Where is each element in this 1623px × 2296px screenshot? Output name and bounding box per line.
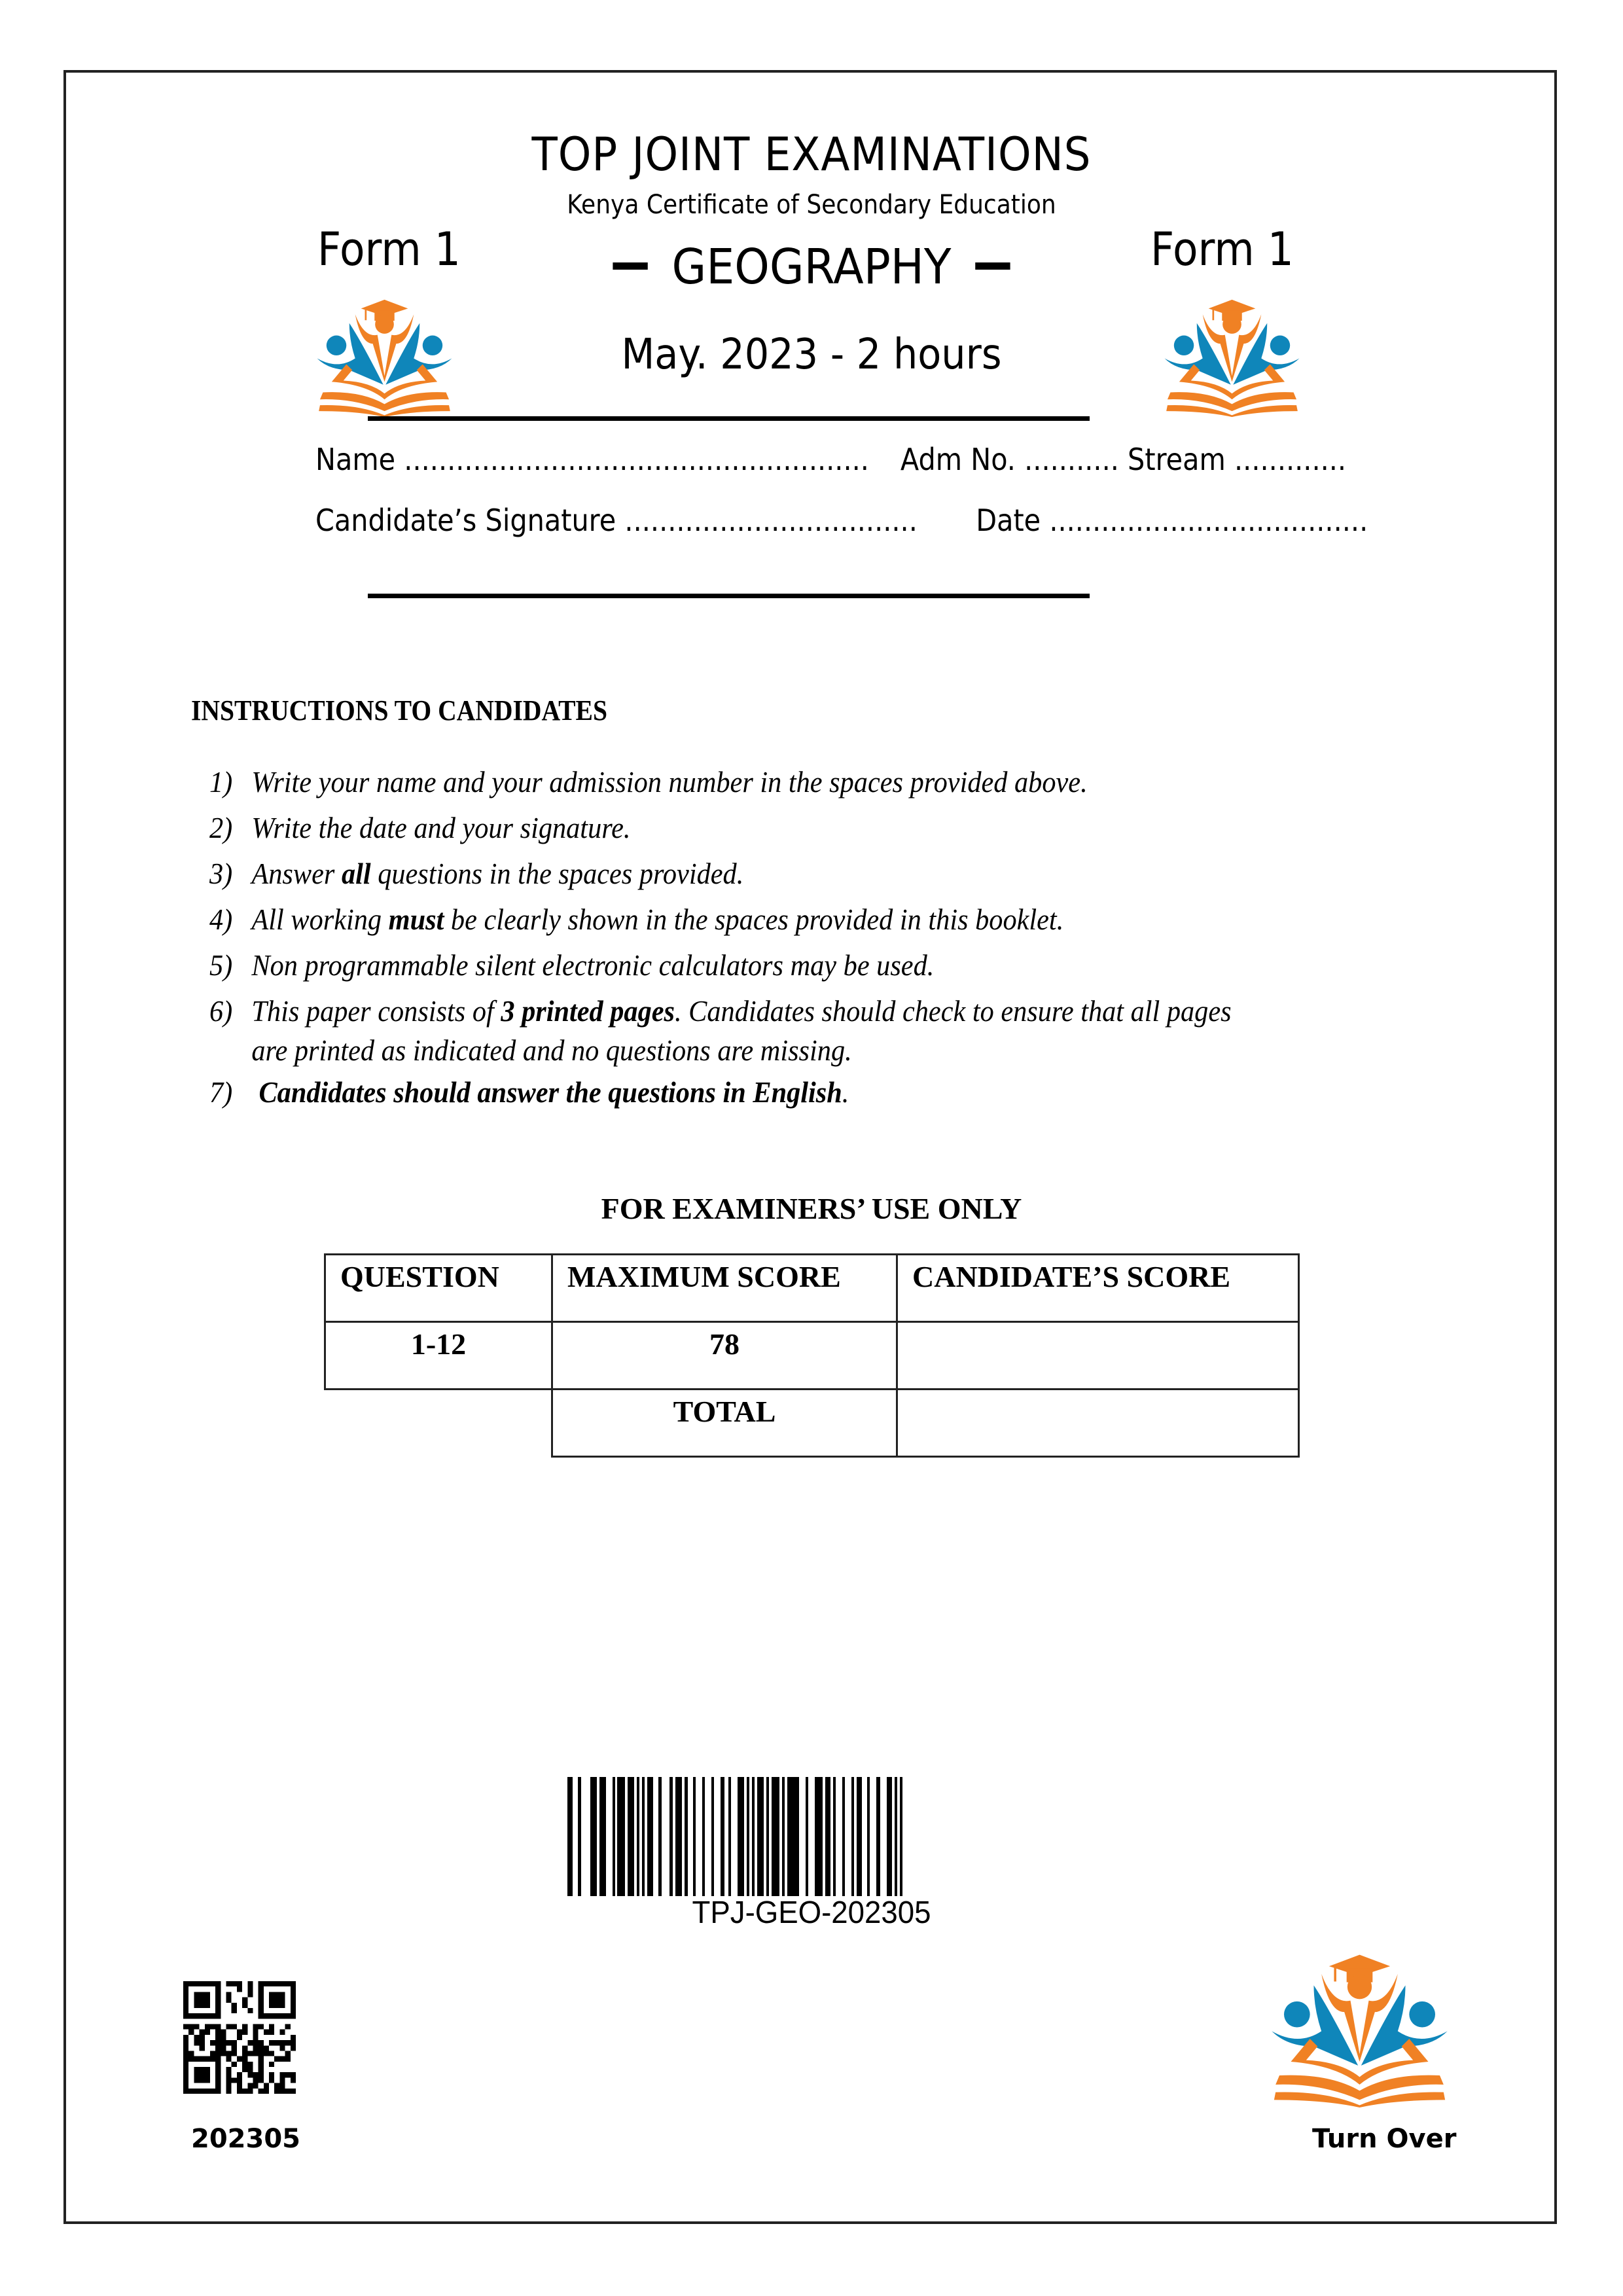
form-label-right: Form 1 bbox=[1150, 223, 1294, 276]
header-rule-top bbox=[368, 416, 1090, 421]
name-label: Name bbox=[315, 442, 396, 477]
exam-date-duration: May. 2023 - 2 hours bbox=[621, 331, 1002, 379]
instruction-item-continuation: are printed as indicated and no questions are missing. bbox=[251, 1033, 852, 1067]
examiners-use-heading: FOR EXAMINERS’ USE ONLY bbox=[601, 1192, 1022, 1225]
instruction-item: 3) Answer all questions in the spaces provided. bbox=[209, 857, 744, 890]
dash-right bbox=[975, 262, 1010, 270]
instructions-list bbox=[209, 759, 1453, 1115]
adm-no-label: Adm No. bbox=[900, 442, 1016, 477]
turn-over-label: Turn Over bbox=[1312, 2124, 1457, 2154]
dash-left bbox=[613, 262, 647, 270]
name-field[interactable]: ...................................................... bbox=[404, 442, 869, 477]
stream-field[interactable]: ............. bbox=[1234, 442, 1347, 477]
candidate-fields-row-1 bbox=[315, 442, 1346, 477]
instructions-heading: INSTRUCTIONS TO CANDIDATES bbox=[191, 694, 607, 726]
adm-no-field[interactable]: ........... bbox=[1024, 442, 1119, 477]
total-label-cell: TOTAL bbox=[552, 1390, 897, 1457]
column-header-candidate-score: CANDIDATE’S SCORE bbox=[897, 1255, 1299, 1322]
total-score-cell[interactable] bbox=[897, 1390, 1299, 1457]
max-score-cell: 78 bbox=[552, 1322, 897, 1390]
empty-cell bbox=[325, 1390, 552, 1457]
question-range-cell: 1-12 bbox=[325, 1322, 552, 1390]
organization-title: TOP JOINT EXAMINATIONS bbox=[531, 128, 1092, 181]
instruction-item: 2) Write the date and your signature. bbox=[209, 811, 631, 844]
certificate-subtitle: Kenya Certificate of Secondary Education bbox=[567, 190, 1056, 220]
instruction-item: 6) This paper consists of 3 printed pages. Candidates should check to ensure that all pages bbox=[209, 994, 1232, 1028]
date-label: Date bbox=[976, 503, 1041, 538]
table-total-row bbox=[325, 1390, 1299, 1457]
school-logo-footer-icon bbox=[1266, 1947, 1463, 2117]
subject-title bbox=[65, 239, 1558, 295]
barcode-icon bbox=[567, 1777, 1048, 1896]
stream-label: Stream bbox=[1128, 442, 1226, 477]
date-field[interactable]: ..................................... bbox=[1049, 503, 1368, 538]
table-row bbox=[325, 1322, 1299, 1390]
subject-name: GEOGRAPHY bbox=[671, 239, 952, 295]
instruction-item: 7) Candidates should answer the questions in English. bbox=[209, 1075, 849, 1109]
table-header-row bbox=[325, 1255, 1299, 1322]
column-header-max-score: MAXIMUM SCORE bbox=[552, 1255, 897, 1322]
column-header-question: QUESTION bbox=[325, 1255, 552, 1322]
barcode-label: TPJ-GEO-202305 bbox=[692, 1895, 931, 1930]
form-label-left: Form 1 bbox=[317, 223, 461, 276]
signature-field[interactable]: .................................. bbox=[624, 503, 918, 538]
instruction-item: 1) Write your name and your admission number in the spaces provided above. bbox=[209, 765, 1088, 798]
signature-label: Candidate’s Signature bbox=[315, 503, 616, 538]
instruction-item: 5) Non programmable silent electronic calculators may be used. bbox=[209, 948, 935, 982]
header-rule-bottom bbox=[368, 594, 1090, 598]
candidate-fields-row-2 bbox=[315, 503, 1368, 538]
instruction-item: 4) All working must be clearly shown in the spaces provided in this booklet. bbox=[209, 903, 1064, 936]
candidate-score-cell[interactable] bbox=[897, 1322, 1299, 1390]
qr-code-icon bbox=[183, 1977, 296, 2098]
examiners-score-table bbox=[324, 1253, 1300, 1458]
qr-code-caption: 202305 bbox=[191, 2124, 300, 2154]
